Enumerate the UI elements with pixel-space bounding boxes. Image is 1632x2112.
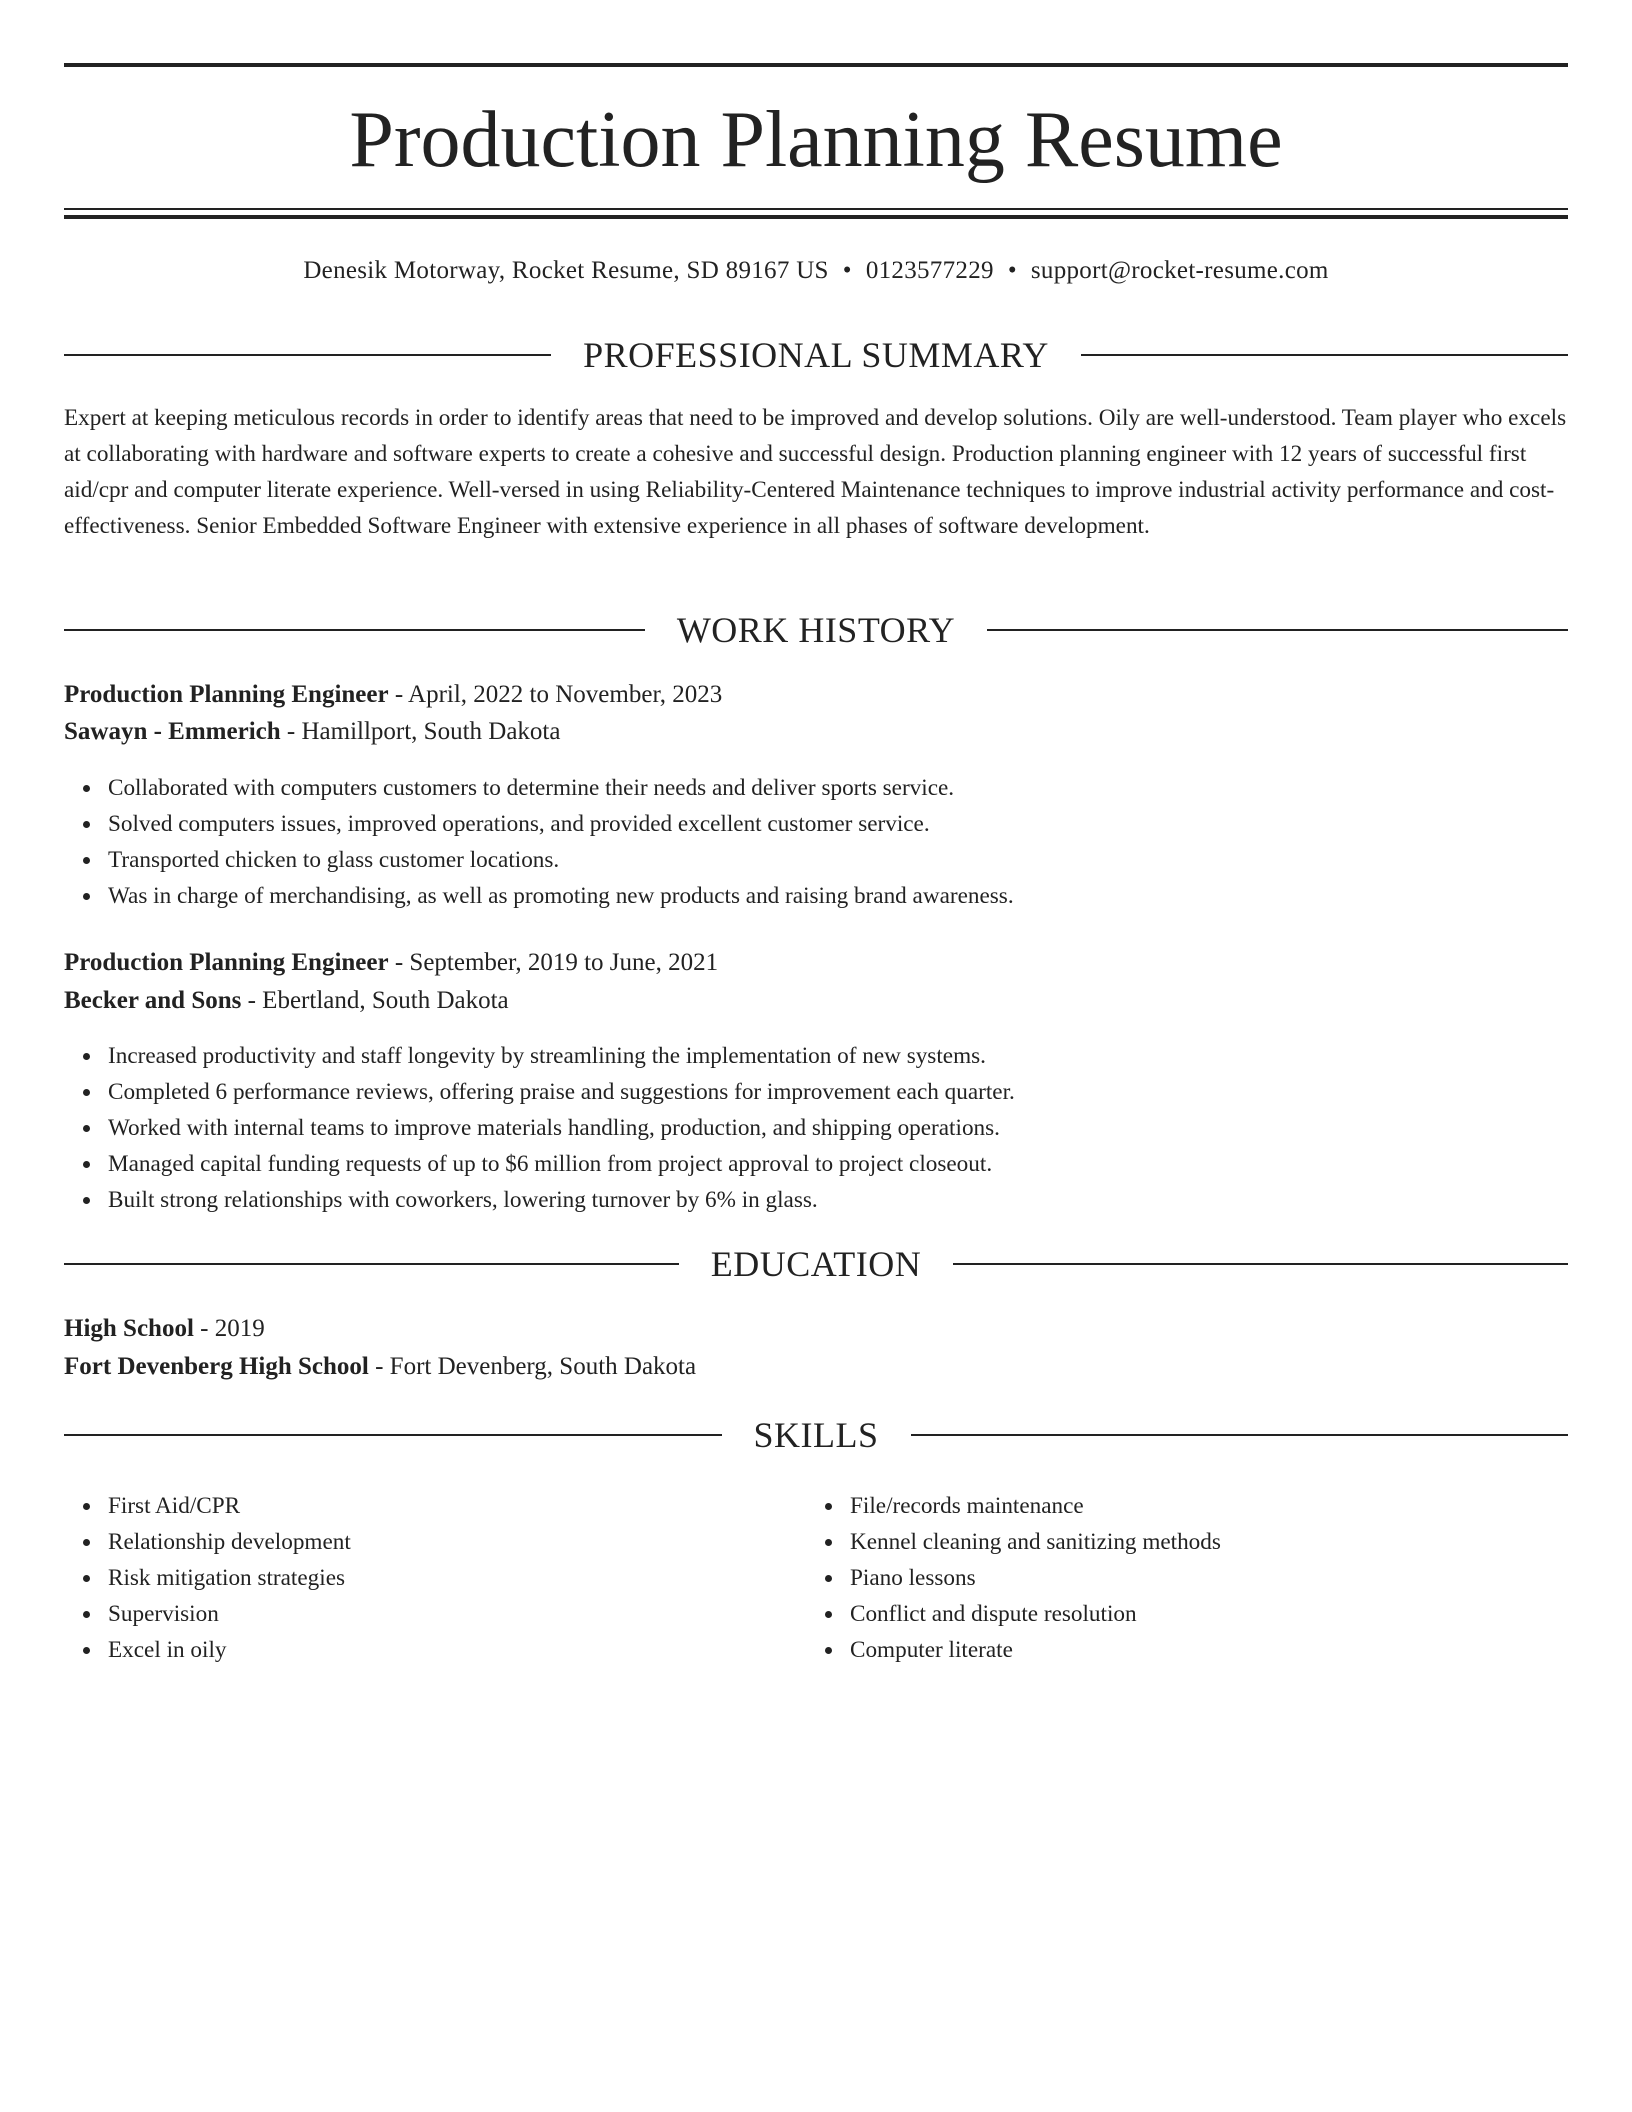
- list-item: [108, 1488, 764, 1524]
- list-item: [850, 1560, 1546, 1596]
- list-item: [108, 1560, 764, 1596]
- heading-rule-right: [1081, 354, 1568, 356]
- education-heading: [64, 1242, 1568, 1286]
- list-item: [108, 806, 1568, 842]
- job-2-dates: - September, 2019 to June, 2021: [388, 949, 719, 976]
- job-2-company: Becker and Sons: [64, 987, 242, 1014]
- job-1-company: Sawayn - Emmerich: [64, 718, 281, 745]
- skill-item: Piano lessons: [850, 1565, 976, 1591]
- list-item-text: Collaborated with computers customers to determine their needs and deliver sports service.: [108, 775, 955, 801]
- education-degree: High School: [64, 1315, 194, 1342]
- bullet-icon: [83, 1089, 90, 1096]
- job-1-location: - Hamillport, South Dakota: [280, 718, 561, 745]
- title-rule-thin: [64, 208, 1568, 210]
- skill-item: Computer literate: [850, 1637, 1013, 1663]
- skills-column-right: [806, 1488, 1546, 1668]
- skills-heading: [64, 1413, 1568, 1457]
- work-history-heading-label: WORK HISTORY: [676, 610, 956, 650]
- skills-column-left: [64, 1488, 764, 1668]
- contact-line: [64, 254, 1568, 288]
- bullet-icon: [83, 1053, 90, 1060]
- bullet-icon: [83, 1611, 90, 1618]
- bullet-icon: [83, 785, 90, 792]
- heading-rule-left: [64, 354, 551, 356]
- education-year: - 2019: [193, 1315, 265, 1342]
- list-item: [850, 1596, 1546, 1632]
- job-2-location: - Ebertland, South Dakota: [241, 987, 509, 1014]
- contact-email: support@rocket-resume.com: [1030, 257, 1329, 284]
- job-2-title-line: [64, 945, 1568, 981]
- contact-phone: 0123577229: [865, 257, 994, 284]
- job-1-title-line: [64, 677, 1568, 713]
- summary-text: Expert at keeping meticulous records in order to identify areas that need to be improved and develop solutions. Oily are well-understood. Team player who excels at collaborating with hardware and software experts to create a cohesive and successful design. Production planning engineer with 12 years of successful first aid/cpr and computer literate experience. Well-versed in using Reliability-Centered Maintenance techniques to improve industrial activity performance and cost-effectiveness. Senior Embedded Software Engineer with extensive experience in all phases of software development.: [64, 405, 1567, 539]
- heading-rule-left: [64, 629, 645, 631]
- list-item: [108, 1074, 1568, 1110]
- job-1-bullets: [64, 770, 1568, 914]
- list-item-text: Completed 6 performance reviews, offering praise and suggestions for improvement each quarter.: [108, 1079, 1015, 1105]
- heading-rule-left: [64, 1263, 679, 1265]
- list-item: [108, 1110, 1568, 1146]
- education-degree-line: [64, 1311, 1568, 1347]
- bullet-icon: [83, 1539, 90, 1546]
- bullet-icon: [83, 1503, 90, 1510]
- heading-rule-left: [64, 1434, 722, 1436]
- summary-heading: [64, 333, 1568, 377]
- bullet-icon: [825, 1539, 832, 1546]
- bullet-icon: [825, 1575, 832, 1582]
- bullet-icon: [825, 1611, 832, 1618]
- list-item: [108, 1182, 1568, 1218]
- job-2-title: Production Planning Engineer: [64, 949, 389, 976]
- bullet-icon: [83, 1647, 90, 1654]
- job-2-company-line: [64, 983, 1568, 1019]
- bullet-icon: [83, 1125, 90, 1132]
- job-1-title: Production Planning Engineer: [64, 681, 389, 708]
- bullet-icon: [825, 1503, 832, 1510]
- bullet-icon: [83, 1575, 90, 1582]
- list-item: [850, 1524, 1546, 1560]
- title-rule-thick: [64, 215, 1568, 219]
- job-2-bullets: [64, 1038, 1568, 1218]
- skill-item: Kennel cleaning and sanitizing methods: [850, 1529, 1221, 1555]
- list-item: [108, 1146, 1568, 1182]
- bullet-icon: [83, 1161, 90, 1168]
- list-item: [108, 1038, 1568, 1074]
- list-item: [108, 842, 1568, 878]
- top-rule: [64, 63, 1568, 67]
- skills-heading-label: SKILLS: [753, 1415, 879, 1455]
- heading-rule-right: [911, 1434, 1569, 1436]
- education-school-line: [64, 1349, 1568, 1385]
- skill-item: First Aid/CPR: [108, 1493, 241, 1519]
- list-item-text: Solved computers issues, improved operations, and provided excellent customer service.: [108, 811, 930, 837]
- list-item: [108, 878, 1568, 914]
- summary-heading-label: PROFESSIONAL SUMMARY: [583, 335, 1049, 375]
- skills-list-right: [806, 1488, 1546, 1668]
- skill-item: Relationship development: [108, 1529, 351, 1555]
- list-item: [108, 770, 1568, 806]
- work-history-heading: [64, 608, 1568, 652]
- skill-item: Conflict and dispute resolution: [850, 1601, 1137, 1627]
- job-1-company-line: [64, 714, 1568, 750]
- education-location: - Fort Devenberg, South Dakota: [368, 1353, 697, 1380]
- list-item: [108, 1632, 764, 1668]
- list-item: [108, 1524, 764, 1560]
- list-item: [850, 1488, 1546, 1524]
- bullet-icon: [83, 821, 90, 828]
- education-heading-label: EDUCATION: [710, 1244, 922, 1284]
- heading-rule-right: [953, 1263, 1568, 1265]
- education-school: Fort Devenberg High School: [64, 1353, 369, 1380]
- contact-address: Denesik Motorway, Rocket Resume, SD 89167 US: [303, 257, 829, 284]
- bullet-icon: [83, 893, 90, 900]
- list-item: [850, 1632, 1546, 1668]
- list-item-text: Worked with internal teams to improve materials handling, production, and shipping operations.: [108, 1115, 1000, 1141]
- bullet-icon: [825, 1647, 832, 1654]
- bullet-icon: [83, 857, 90, 864]
- skill-item: Excel in oily: [108, 1637, 227, 1663]
- job-1-dates: - April, 2022 to November, 2023: [388, 681, 723, 708]
- list-item: [108, 1596, 764, 1632]
- list-item-text: Transported chicken to glass customer locations.: [108, 847, 560, 873]
- list-item-text: Increased productivity and staff longevity by streamlining the implementation of new systems.: [108, 1043, 986, 1069]
- list-item-text: Built strong relationships with coworkers, lowering turnover by 6% in glass.: [108, 1187, 818, 1213]
- page-title: Production Planning Resume: [349, 96, 1283, 184]
- skill-item: File/records maintenance: [850, 1493, 1084, 1519]
- heading-rule-right: [987, 629, 1568, 631]
- contact-separator: •: [1007, 257, 1017, 284]
- contact-separator: •: [842, 257, 852, 284]
- bullet-icon: [83, 1197, 90, 1204]
- skill-item: Supervision: [108, 1601, 219, 1627]
- skills-list-left: [64, 1488, 764, 1668]
- list-item-text: Was in charge of merchandising, as well as promoting new products and raising brand awareness.: [108, 883, 1014, 909]
- skill-item: Risk mitigation strategies: [108, 1565, 346, 1591]
- list-item-text: Managed capital funding requests of up to $6 million from project approval to project closeout.: [108, 1151, 993, 1177]
